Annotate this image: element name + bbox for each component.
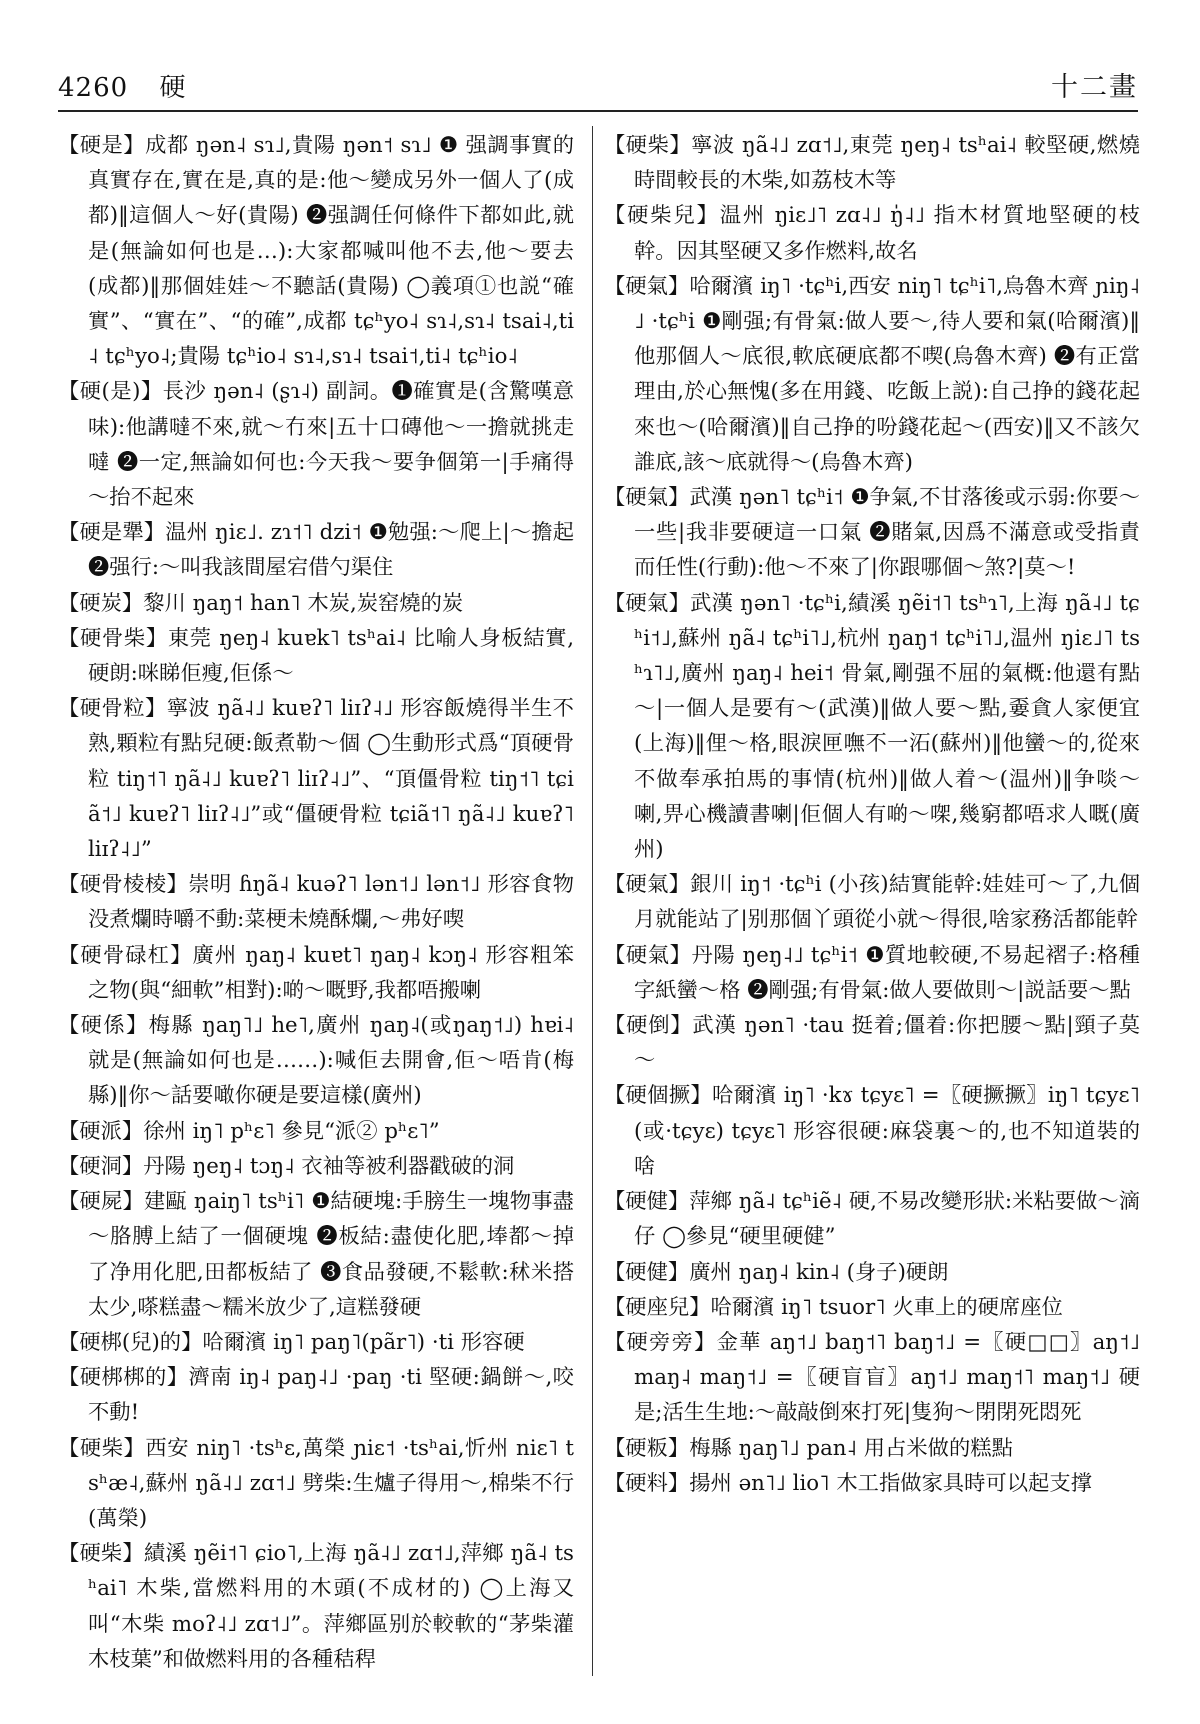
dictionary-entry [58,1536,574,1677]
entry-body: 建甌 ŋaiŋ˥ tsʰi˥ ❶結硬塊:手膀生一塊物事盡～胳膊上結了一個硬塊 ❷板結:盡使化肥,埲都～掉了净用化肥,田都板結了 ❸食品發硬,不鬆軟:秫米搭太少,嗏糕盡～糯米放少了,這糕發硬 [88,1189,574,1320]
entry-headword: 【硬骨柴】 [58,625,168,651]
dictionary-entry [58,1114,574,1149]
entry-body: 銀川 iŋ˦ ·tɕʰi (小孩)結實能幹:娃娃可～了,九個月就能站了|别那個丫頭從小就～得很,啥家務活都能幹 [634,872,1140,933]
dictionary-entry [604,1008,1140,1078]
dictionary-entry [58,1360,574,1430]
entry-body: 丹陽 ŋeŋ˨ tɔŋ˨ 衣袖等被利器戳破的洞 [143,1153,515,1179]
entry-body: 哈爾濱 iŋ˥ tsuor˥ 火車上的硬席座位 [710,1294,1063,1320]
right-column [604,128,1140,1501]
entry-headword: 【硬梆梆的】 [58,1365,189,1391]
entry-body: 温州 ŋiɛ˩. zɿ˦˥ dzi˦ ❶勉强:～爬上|～擔起 ❷强行:～叫我該間屋宕借勺渠住 [88,520,574,581]
dictionary-entry [58,867,574,937]
entry-headword: 【硬係】 [58,1013,149,1039]
column-divider [592,126,593,1676]
entry-body: 徐州 iŋ˥ pʰɛ˥ 參見“派② pʰɛ˥” [143,1118,440,1144]
entry-headword: 【硬座兒】 [604,1294,711,1320]
dictionary-entry [604,1255,1140,1290]
entry-headword: 【硬氣】 [604,872,691,898]
entry-body: 寧波 ŋã˨˩ zɑ˦˩,東莞 ŋeŋ˨ tsʰai˨ 較堅硬,燃燒時間較長的木柴,如荔枝木等 [634,133,1140,194]
dictionary-entry [58,1008,574,1114]
entry-body: 揚州 ən˥˩ lio˥ 木工指做家具時可以起支撑 [689,1470,1092,1496]
entry-headword: 【硬柴】 [58,1541,144,1567]
entry-body: 温州 ŋiɛ˩˥ zɑ˨˩ ŋ̍˨˩ 指木材質地堅硬的枝幹。因其堅硬又多作燃料,故名 [634,203,1140,264]
dictionary-entry [58,515,574,585]
dictionary-entry [604,586,1140,868]
left-column [58,128,574,1677]
entry-headword: 【硬健】 [604,1259,690,1285]
header-character: 硬 [159,73,187,103]
dictionary-entry [604,938,1140,1008]
entry-body: 濟南 iŋ˨ paŋ˨˩ ·paŋ ·ti 堅硬:鍋餅～,咬不動! [88,1365,574,1426]
entry-body: 黎川 ŋaŋ˦ han˥ 木炭,炭窑燒的炭 [143,590,464,616]
dictionary-entry [604,1078,1140,1184]
entry-body: 梅縣 ŋaŋ˥˩ pan˨ 用占米做的糕點 [689,1435,1013,1461]
entry-body: 哈爾濱 iŋ˥ paŋ˥(pãr˥) ·ti 形容硬 [202,1329,525,1355]
entry-body: 武漢 ŋən˥ ·tau 挺着;僵着:你把腰～點|頸子莫～ [634,1013,1140,1074]
dictionary-entry [604,867,1140,937]
dictionary-entry [58,1184,574,1325]
dictionary-entry [604,128,1140,198]
dictionary-entry [58,691,574,867]
dictionary-entry [58,1431,574,1537]
header-rule [58,110,1138,112]
entry-headword: 【硬健】 [604,1189,690,1215]
dictionary-entry [604,198,1140,268]
entry-headword: 【硬派】 [58,1118,144,1144]
entry-body: 西安 niŋ˥ ·tsʰɛ,萬榮 ɲiɛ˦ ·tsʰai,忻州 niɛ˥ tsʰæ˨,蘇州 ŋã˨˩ zɑ˦˩ 劈柴:生爐子得用～,棉柴不行(萬榮) [88,1435,574,1531]
page-number: 4260 [58,73,129,103]
entry-headword: 【硬倒】 [604,1013,693,1039]
entry-body: 哈爾濱 iŋ˥ ·tɕʰi,西安 niŋ˥ tɕʰi˥,烏魯木齊 ɲiŋ˨˩ ·tɕʰi ❶剛强;有骨氣:做人要～,待人要和氣(哈爾濱)‖他那個人～底很,軟底硬底都不喫(烏魯木齊) ❷有正當理由,於心無愧(多在用錢、吃飯上説):自己挣的錢花起來也～(哈爾濱)‖自己挣的吩錢花起～(西安)‖又不該欠誰底,該～底就得～(烏魯木齊) [634,273,1140,475]
entry-headword: 【硬是犟】 [58,520,166,546]
dictionary-entry [604,1466,1140,1501]
page-header [58,62,1138,104]
entry-headword: 【硬柴兒】 [604,203,720,229]
entry-body: 績溪 ŋẽi˦˥ ɕio˥,上海 ŋã˨˩ zɑ˦˩,萍鄉 ŋã˨ tsʰai˥ 木柴,當燃料用的木頭(不成材的) ◯上海又叫“木柴 moʔ˨˩ zɑ˦˩”。萍鄉區别於較軟的“茅柴灌木枝葉”和做燃料用的各種秸稈 [88,1541,574,1672]
entry-body: 東莞 ŋeŋ˨ kuɐk˥ tsʰai˨ 比喻人身板結實,硬朗:咪睇佢瘦,佢係～ [88,625,574,687]
entry-body: 成都 ŋən˨ sɿ˩,貴陽 ŋən˦ sɿ˩ ❶ 强調事實的真實存在,實在是,真的是:他～變成另外一個人了(成都)‖這個人～好(貴陽) ❷强調任何條件下都如此,就是(無論如何也是…):大家都喊叫他不去,他～要去(成都)‖那個娃娃～不聽話(貴陽) ◯義項①也説“確實”、“實在”、“的確”,成都 tɕʰyo˨ sɿ˨,sɿ˨ tsai˨,ti˨ tɕʰyo˨;貴陽 tɕʰio˨ sɿ˨,sɿ˨ tsai˦,ti˨ tɕʰio˨ [88,133,574,370]
entry-headword: 【硬柴】 [604,133,692,158]
entry-headword: 【硬柴】 [58,1435,146,1461]
dictionary-entry [604,1325,1140,1431]
section-title: 十二畫 [1051,72,1138,103]
dictionary-entry [58,586,574,621]
entry-headword: 【硬粄】 [604,1435,690,1461]
entry-body: 寧波 ŋã˨˩ kuɐʔ˥ liɪʔ˨˩ 形容飯燒得半生不熟,顆粒有點兒硬:飯煮勒～個 ◯生動形式爲“頂硬骨粒 tiŋ˦˥ ŋã˨˩ kuɐʔ˥ liɪʔ˨˩”、“頂僵骨粒 tiŋ˦˥ tɕiã˦˩ kuɐʔ˥ liɪʔ˨˩”或“僵硬骨粒 tɕiã˦˥ ŋã˨˩ kuɐʔ˥ liɪʔ˨˩” [88,696,574,863]
entry-headword: 【硬骨粒】 [58,696,167,722]
dictionary-entry [604,480,1140,586]
entry-headword: 【硬(是)】 [58,379,163,405]
entry-body: 金華 aŋ˦˩ baŋ˦˥ baŋ˦˩ =〖硬□□〗aŋ˦˩ maŋ˨ maŋ˦˩ =〖硬盲盲〗aŋ˦˩ maŋ˦˥ maŋ˦˩ 硬是;活生生地:～敲敲倒來打死|隻狗～閉閉死悶死 [634,1329,1140,1426]
dictionary-entry [58,1325,574,1360]
entry-body: 丹陽 ŋeŋ˨˩ tɕʰi˦ ❶質地較硬,不易起褶子:格種字紙蠻～格 ❷剛强;有骨氣:做人要做則～|説話要～點 [634,942,1140,1003]
entry-headword: 【硬氣】 [604,942,692,968]
entry-body: 武漢 ŋən˥ tɕʰi˦ ❶争氣,不甘落後或示弱:你要～一些|我非要硬這一口氣 ❷賭氣,因爲不滿意或受指責而任性(行動):他～不來了|你跟哪個～煞?|莫～! [634,485,1140,581]
entry-body: 武漢 ŋən˥ ·tɕʰi,績溪 ŋẽi˦˥ tsʰɿ˥,上海 ŋã˨˩ tɕʰi˦˩,蘇州 ŋã˨ tɕʰi˥˩,杭州 ŋaŋ˦ tɕʰi˥˩,温州 ŋiɛ˩˥ tsʰɿ˥˩,廣州 ŋaŋ˨ hei˦ 骨氣,剛强不屈的氣概:他還有點～|一個人是要有～(武漢)‖做人要～點,嫑貪人家便宜(上海)‖俚～格,眼淚匣嘸不一沰(蘇州)‖他蠻～的,從來不做奉承拍馬的事情(杭州)‖做人着～(温州)‖争啖～喇,畀心機讀書喇|佢個人有啲～㗎,幾窮都唔求人嘅(廣州) [634,590,1140,863]
entry-headword: 【硬個撅】 [604,1083,712,1109]
entry-headword: 【硬是】 [58,133,146,158]
dictionary-entry [58,128,574,374]
dictionary-entry [604,269,1140,480]
header-left [58,67,186,104]
entry-body: 崇明 ɦŋã˨ kuəʔ˥ lən˦˩ lən˦˩ 形容食物没煮爛時嚼不動:菜梗未燒酥爛,～弗好喫 [88,872,574,933]
entry-headword: 【硬炭】 [58,590,144,616]
dictionary-entry [604,1290,1140,1325]
entry-headword: 【硬料】 [604,1470,690,1496]
entry-headword: 【硬洞】 [58,1153,144,1179]
entry-body: 長沙 ŋən˨ (ʂɿ˨) 副詞。❶確實是(含驚嘆意味):他講噠不來,就～冇來|五十口磚他～一擔就挑走噠 ❷一定,無論如何也:今天我～要争個第一|手痛得～抬不起來 [88,379,574,511]
entry-body: 萍鄉 ŋã˨ tɕʰiẽ˨ 硬,不易改變形狀:米粘要做～滴仔 ◯參見“硬里硬健” [634,1189,1140,1250]
entry-headword: 【硬梆(兒)的】 [58,1329,203,1355]
entry-headword: 【硬氣】 [604,590,691,616]
dictionary-entry [58,938,574,1008]
entry-body: 哈爾濱 iŋ˥ ·kɤ tɕyɛ˥ =〖硬撅撅〗iŋ˥ tɕyɛ˥(或·tɕyɛ) tɕyɛ˥ 形容很硬:麻袋裏～的,也不知道裝的啥 [634,1083,1140,1179]
entry-headword: 【硬氣】 [604,485,690,511]
dictionary-entry [58,621,574,691]
entry-body: 梅縣 ŋaŋ˥˩ he˥,廣州 ŋaŋ˨(或ŋaŋ˦˩) hɐi˨ 就是(無論如何也是……):喊佢去開會,佢～唔肯(梅縣)‖你～話要噉你硬是要這樣(廣州) [88,1013,574,1109]
entry-body: 廣州 ŋaŋ˨ kuɐt˥ ŋaŋ˨ kɔŋ˨ 形容粗笨之物(與“細軟”相對):啲～嘅野,我都唔搬喇 [88,942,574,1003]
entry-headword: 【硬氣】 [604,273,690,299]
entry-body: 廣州 ŋaŋ˨ kin˨ (身子)硬朗 [689,1259,949,1285]
entry-headword: 【硬骨棱棱】 [58,872,189,898]
dictionary-entry [604,1431,1140,1466]
entry-headword: 【硬屍】 [58,1189,144,1215]
entry-headword: 【硬骨碌杠】 [58,942,193,968]
dictionary-entry [604,1184,1140,1254]
dictionary-entry [58,1149,574,1184]
dictionary-entry [58,374,574,515]
entry-headword: 【硬旁旁】 [604,1329,717,1355]
